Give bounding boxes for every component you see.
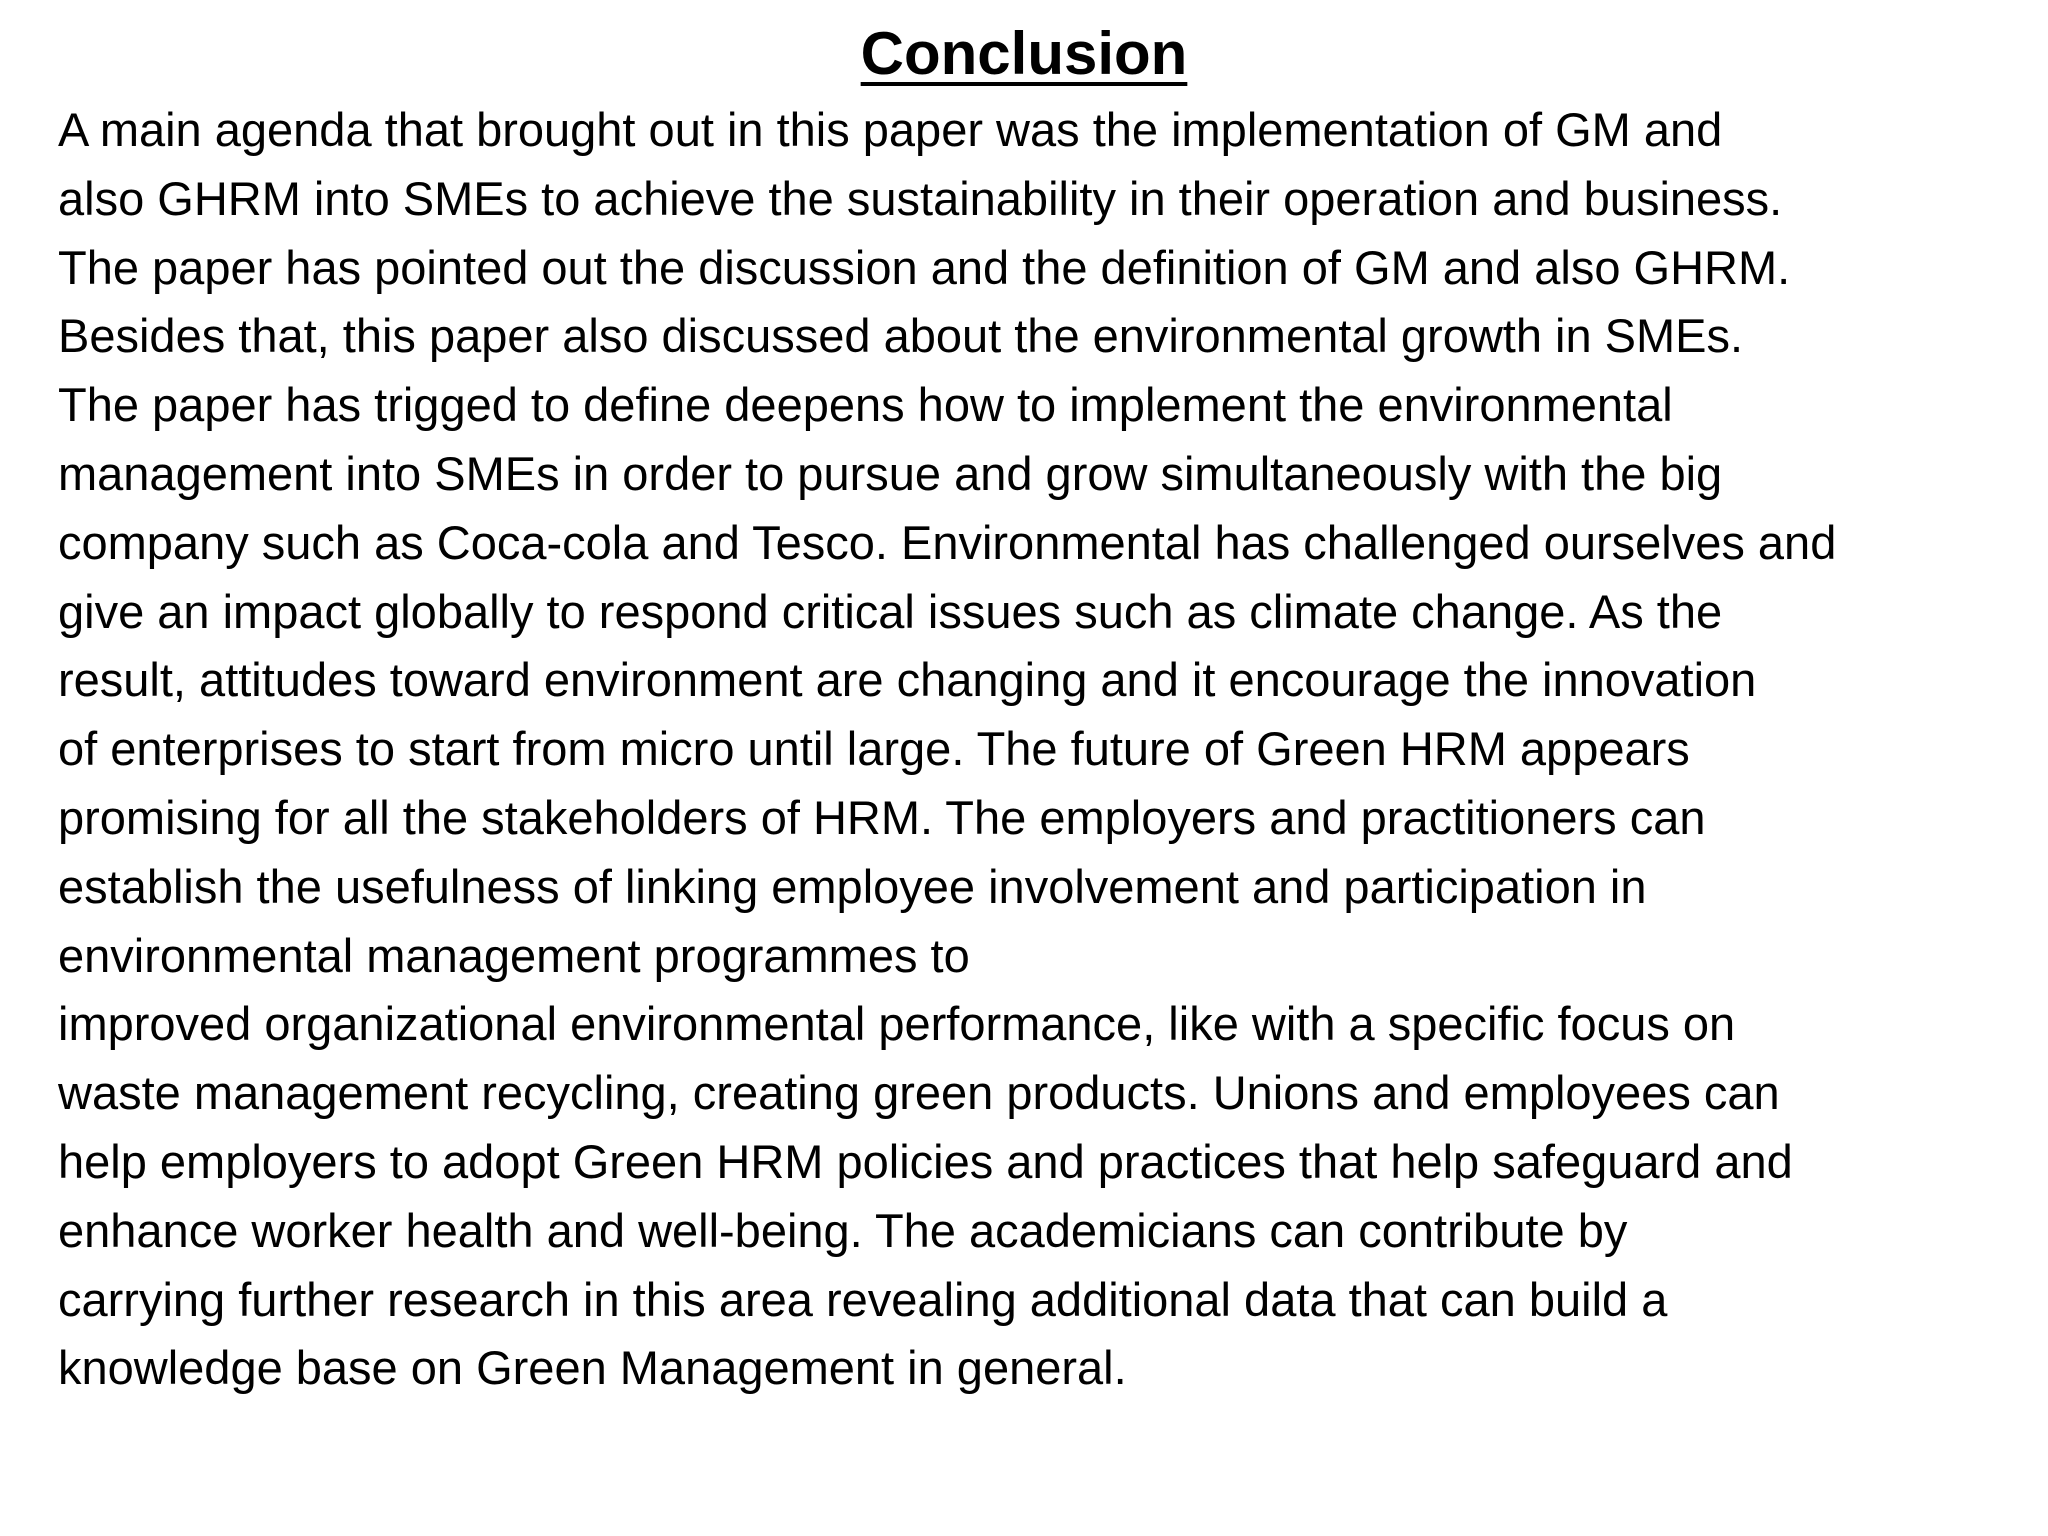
paragraph-line-5: The paper has trigged to define deepens how to implement the environmental — [58, 378, 1673, 432]
paragraph-line-7: company such as Coca-cola and Tesco. Environmental has challenged ourselves and — [58, 515, 1837, 569]
paragraph-line-19: knowledge base on Green Management in general. — [58, 1341, 1127, 1395]
paragraph-line-3: The paper has pointed out the discussion and the definition of GM and also GHRM. — [58, 240, 1791, 294]
paragraph-line-12: establish the usefulness of linking employee involvement and participation in — [58, 859, 1647, 913]
paragraph-line-6: management into SMEs in order to pursue and grow simultaneously with the big — [58, 446, 1723, 500]
paragraph-line-18: carrying further research in this area revealing additional data that can build a — [58, 1272, 1668, 1326]
paragraph-line-15: waste management recycling, creating green products. Unions and employees can — [58, 1066, 1780, 1120]
paragraph-line-2: also GHRM into SMEs to achieve the sustainability in their operation and business. — [58, 171, 1783, 225]
paragraph-line-13: environmental management programmes to — [58, 928, 970, 982]
paragraph-line-10: of enterprises to start from micro until large. The future of Green HRM appears — [58, 722, 1690, 776]
paragraph-line-8: give an impact globally to respond critical issues such as climate change. As the — [58, 584, 1723, 638]
conclusion-paragraph — [58, 96, 2038, 1403]
paragraph-line-16: help employers to adopt Green HRM policies and practices that help safeguard and — [58, 1134, 1793, 1188]
paragraph-line-4: Besides that, this paper also discussed about the environmental growth in SMEs. — [58, 309, 1744, 363]
slide-title: Conclusion — [860, 20, 1188, 87]
paragraph-line-9: result, attitudes toward environment are changing and it encourage the innovation — [58, 653, 1757, 707]
paragraph-line-14: improved organizational environmental performance, like with a specific focus on — [58, 997, 1736, 1051]
paragraph-line-17: enhance worker health and well-being. The academicians can contribute by — [58, 1203, 1628, 1257]
paragraph-line-1: A main agenda that brought out in this paper was the implementation of GM and — [58, 103, 1723, 156]
paragraph-line-11: promising for all the stakeholders of HRM. The employers and practitioners can — [58, 790, 1706, 844]
